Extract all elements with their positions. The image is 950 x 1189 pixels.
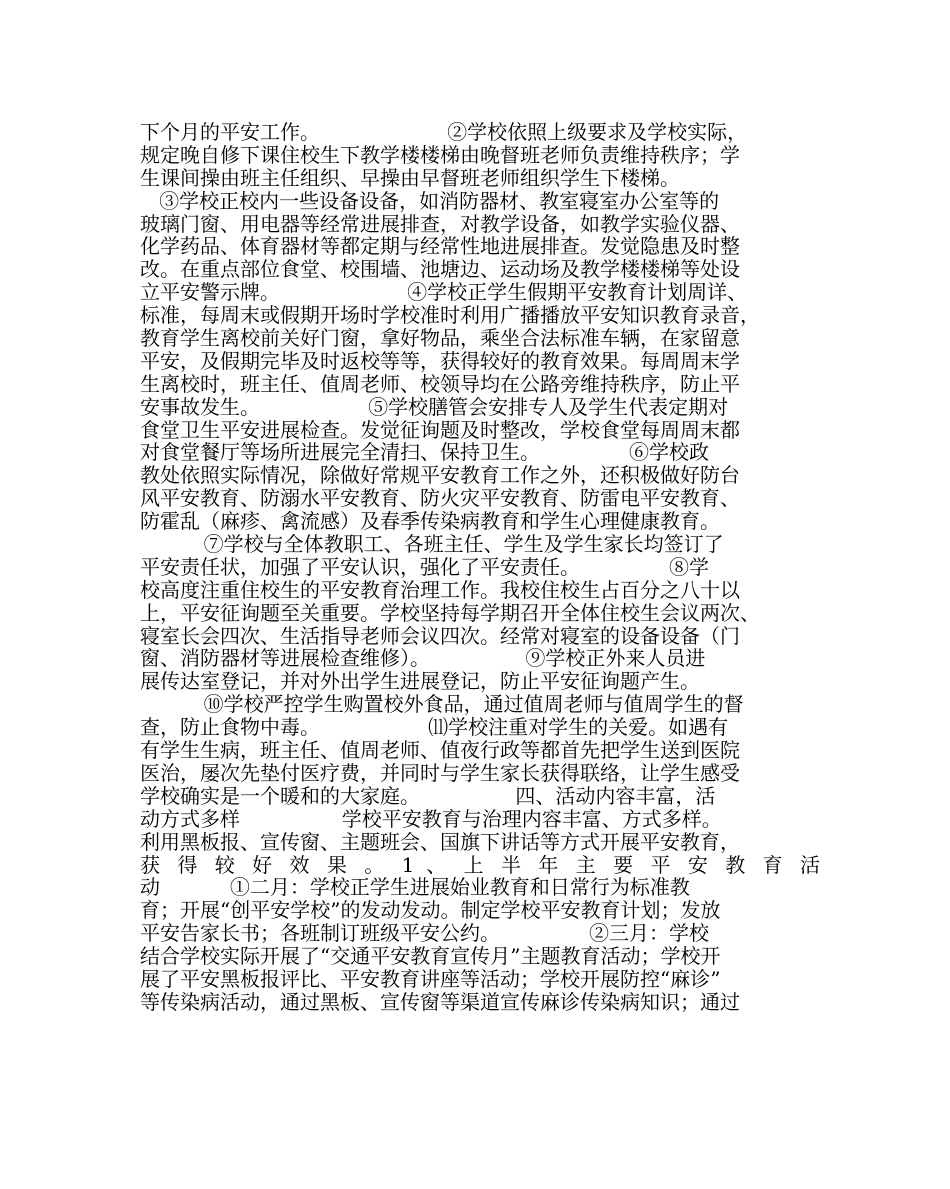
text-line: 防霍乱（麻疹、禽流感）及春季传染病教育和学生心理健康教育。 — [140, 509, 720, 534]
text-line: 窗、消防器材等进展检查维修）。 ⑨学校正外来人员进 — [140, 646, 706, 671]
text-line: 平安告家长书；各班制订班级平安公约。 ②三月：学校 — [140, 921, 710, 946]
text-line: 生离校时，班主任、值周老师、校领导均在公路旁维持秩序，防止平 — [140, 371, 740, 396]
text-line: 寝室长会四次、生活指导老师会议四次。经常对寝室的设备设备（门 — [140, 623, 740, 648]
text-line: 学校确实是一个暖和的大家庭。 四、活动内容丰富，活 — [140, 783, 716, 808]
text-line: 等传染病活动，通过黑板、宣传窗等渠道宣传麻诊传染病知识；通过 — [140, 989, 740, 1014]
body-text — [140, 121, 820, 1014]
text-line: 平安，及假期完毕及时返校等等，获得较好的教育效果。每周周末学 — [140, 348, 740, 373]
text-line: 标准，每周末或假期开场时学校准时利用广播播放平安知识教育录音， — [140, 303, 760, 328]
text-line: 获 得 较 好 效 果 。 1 、 上 半 年 主 要 平 安 教 育 活 — [140, 852, 820, 877]
text-line: 查，防止食物中毒。 ⑾学校注重对学生的关爱。如遇有 — [140, 715, 729, 740]
text-line: 玻璃门窗、用电器等经常进展排查，对教学设备，如教学实验仪器、 — [140, 211, 740, 236]
text-line: 生课间操由班主任组织、早操由早督班老师组织学生下楼梯。 — [140, 165, 680, 190]
text-line: 风平安教育、防溺水平安教育、防火灾平安教育、防雷电平安教育、 — [140, 486, 740, 511]
text-line: 医治，屡次先垫付医疗费，并同时与学生家长获得联络，让学生感受 — [140, 760, 740, 785]
text-line: 有学生生病，班主任、值周老师、值夜行政等都首先把学生送到医院 — [140, 738, 740, 763]
text-line: 对食堂餐厅等场所进展完全清扫、保持卫生。 ⑥学校政 — [140, 440, 710, 465]
text-line: 平安责任状，加强了平安认识，强化了平安责任。 ⑧学 — [140, 554, 710, 579]
text-line: 食堂卫生平安进展检查。发觉征询题及时整改，学校食堂每周周末都 — [140, 417, 740, 442]
text-line: 安事故发生。 ⑤学校膳管会安排专人及学生代表定期对 — [140, 394, 729, 419]
text-line: 展传达室登记，并对外出学生进展登记，防止平安征询题产生。 — [140, 669, 700, 694]
text-line: ⑩学校严控学生购置校外食品，通过值周老师与值周学生的督 — [140, 692, 744, 717]
text-line: 结合学校实际开展了“交通平安教育宣传月”主题教育活动；学校开 — [140, 944, 721, 969]
text-line: 教育学生离校前关好门窗，拿好物品，乘坐合法标准车辆，在家留意 — [140, 326, 740, 351]
text-line: 化学药品、体育器材等都定期与经常性地进展排查。发觉隐患及时整 — [140, 234, 740, 259]
text-line: ③学校正校内一些设备设备，如消防器材、教室寝室办公室等的 — [140, 188, 720, 213]
text-line: 改。在重点部位食堂、校围墙、池塘边、运动场及教学楼楼梯等处设 — [140, 257, 740, 282]
text-line: ⑦学校与全体教职工、各班主任、学生及学生家长均签订了 — [140, 532, 724, 557]
text-line: 利用黑板报、宣传窗、主题班会、国旗下讲话等方式开展平安教育， — [140, 829, 740, 854]
text-line: 立平安警示牌。 ④学校正学生假期平安教育计划周详、 — [140, 280, 748, 305]
text-line: 展了平安黑板报评比、平安教育讲座等活动；学校开展防控“麻诊” — [140, 966, 721, 991]
text-line: 规定晚自修下课住校生下教学楼楼梯由晚督班老师负责维持秩序；学 — [140, 142, 740, 167]
text-line: 动方式多样 学校平安教育与治理内容丰富、方式多样。 — [140, 806, 722, 831]
text-line: 校高度注重住校生的平安教育治理工作。我校住校生占百分之八十以 — [140, 577, 740, 602]
text-line: 上，平安征询题至关重要。学校坚持每学期召开全体住校生会议两次、 — [140, 600, 760, 625]
text-line: 教处依照实际情况，除做好常规平安教育工作之外，还积极做好防台 — [140, 463, 740, 488]
text-line: 动 ①二月：学校正学生进展始业教育和日常行为标准教 — [140, 875, 690, 900]
text-line: 育；开展“创平安学校”的发动发动。制定学校平安教育计划；发放 — [140, 898, 721, 923]
text-line: 下个月的平安工作。 ②学校依照上级要求及学校实际， — [140, 120, 748, 144]
